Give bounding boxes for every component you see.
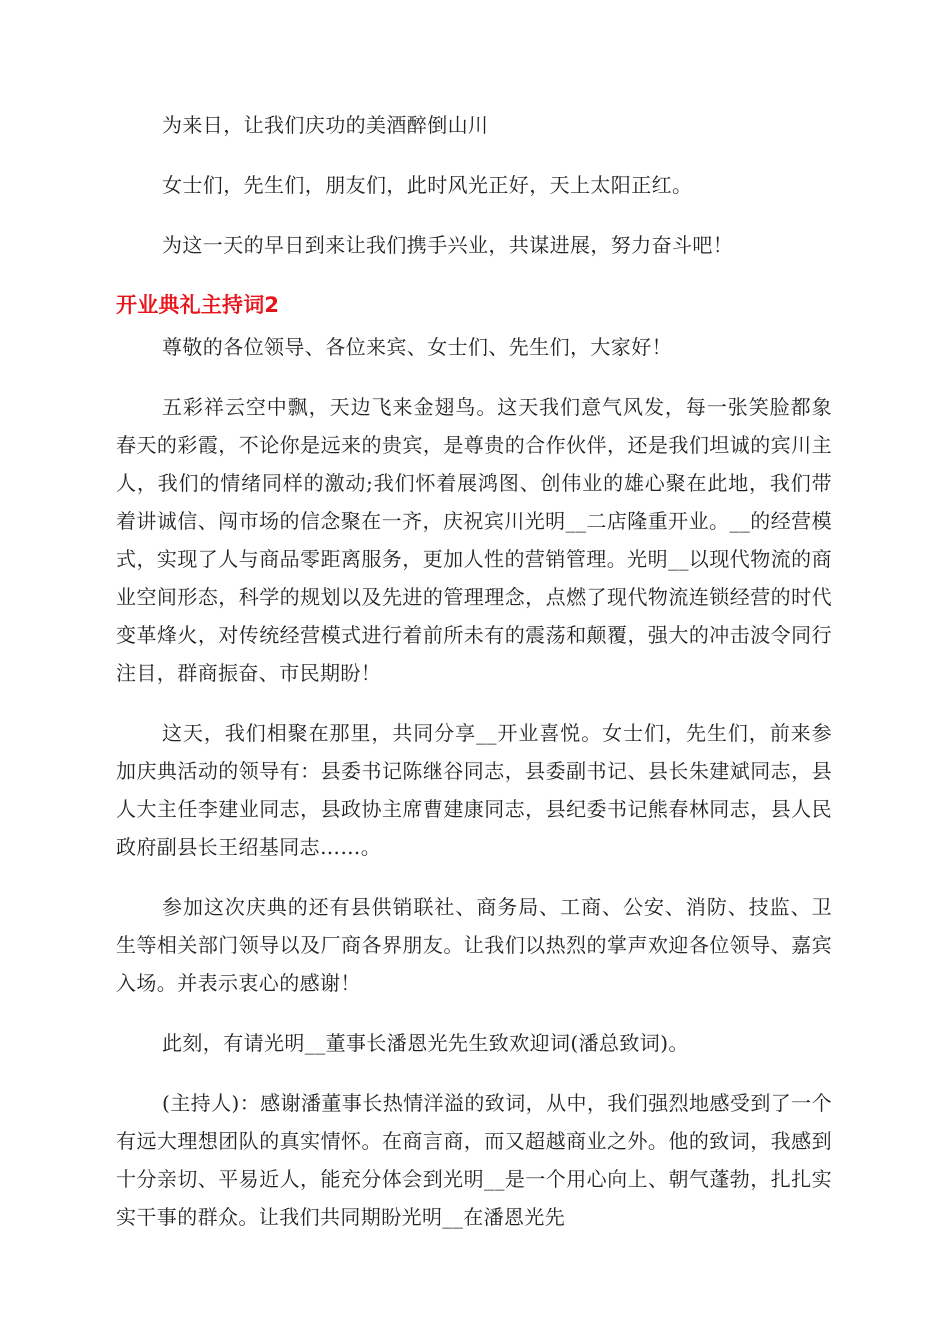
paragraph: 这天，我们相聚在那里，共同分享__开业喜悦。女士们，先生们，前来参加庆典活动的领导有：县委书记陈继谷同志，县委副书记、县长朱建斌同志，县人大主任李建业同志，县政协主席曹建康同志，县纪委书记熊春林同志，县人民政府副县长王绍基同志……。: [116, 721, 832, 859]
paragraph: 为来日，让我们庆功的美酒醉倒山川: [162, 113, 489, 137]
paragraph: 此刻，有请光明__董事长潘恩光先生致欢迎词(潘总致词)。: [162, 1031, 689, 1055]
paragraph: 尊敬的各位领导、各位来宾、女士们、先生们，大家好！: [162, 335, 672, 359]
paragraph: 参加这次庆典的还有县供销联社、商务局、工商、公安、消防、技监、卫生等相关部门领导以及厂商各界朋友。让我们以热烈的掌声欢迎各位领导、嘉宾入场。并表示衷心的感谢！: [116, 895, 832, 995]
section-heading: 开业典礼主持词2: [116, 293, 280, 317]
paragraph: 女士们，先生们，朋友们，此时风光正好，天上太阳正红。: [162, 173, 693, 197]
document-body: [116, 106, 832, 1258]
paragraph: 五彩祥云空中飘，天边飞来金翅鸟。这天我们意气风发，每一张笑脸都象春天的彩霞，不论你是远来的贵宾，是尊贵的合作伙伴，还是我们坦诚的宾川主人，我们的情绪同样的激动;我们怀着展鸿图、创伟业的雄心聚在此地，我们带着讲诚信、闯市场的信念聚在一齐，庆祝宾川光明__二店隆重开业。__的经营模式，实现了人与商品零距离服务，更加人性的营销管理。光明__以现代物流的商业空间形态，科学的规划以及先进的管理理念，点燃了现代物流连锁经营的时代变革烽火，对传统经营模式进行着前所未有的震荡和颠覆，强大的冲击波令同行注目，群商振奋、市民期盼！: [116, 395, 832, 685]
paragraph: (主持人)：感谢潘董事长热情洋溢的致词，从中，我们强烈地感受到了一个有远大理想团队的真实情怀。在商言商，而又超越商业之外。他的致词，我感到十分亲切、平易近人，能充分体会到光明__是一个用心向上、朝气蓬勃，扎扎实实干事的群众。让我们共同期盼光明__在潘恩光先: [116, 1091, 832, 1229]
paragraph: 为这一天的早日到来让我们携手兴业，共谋进展，努力奋斗吧！: [162, 233, 734, 257]
